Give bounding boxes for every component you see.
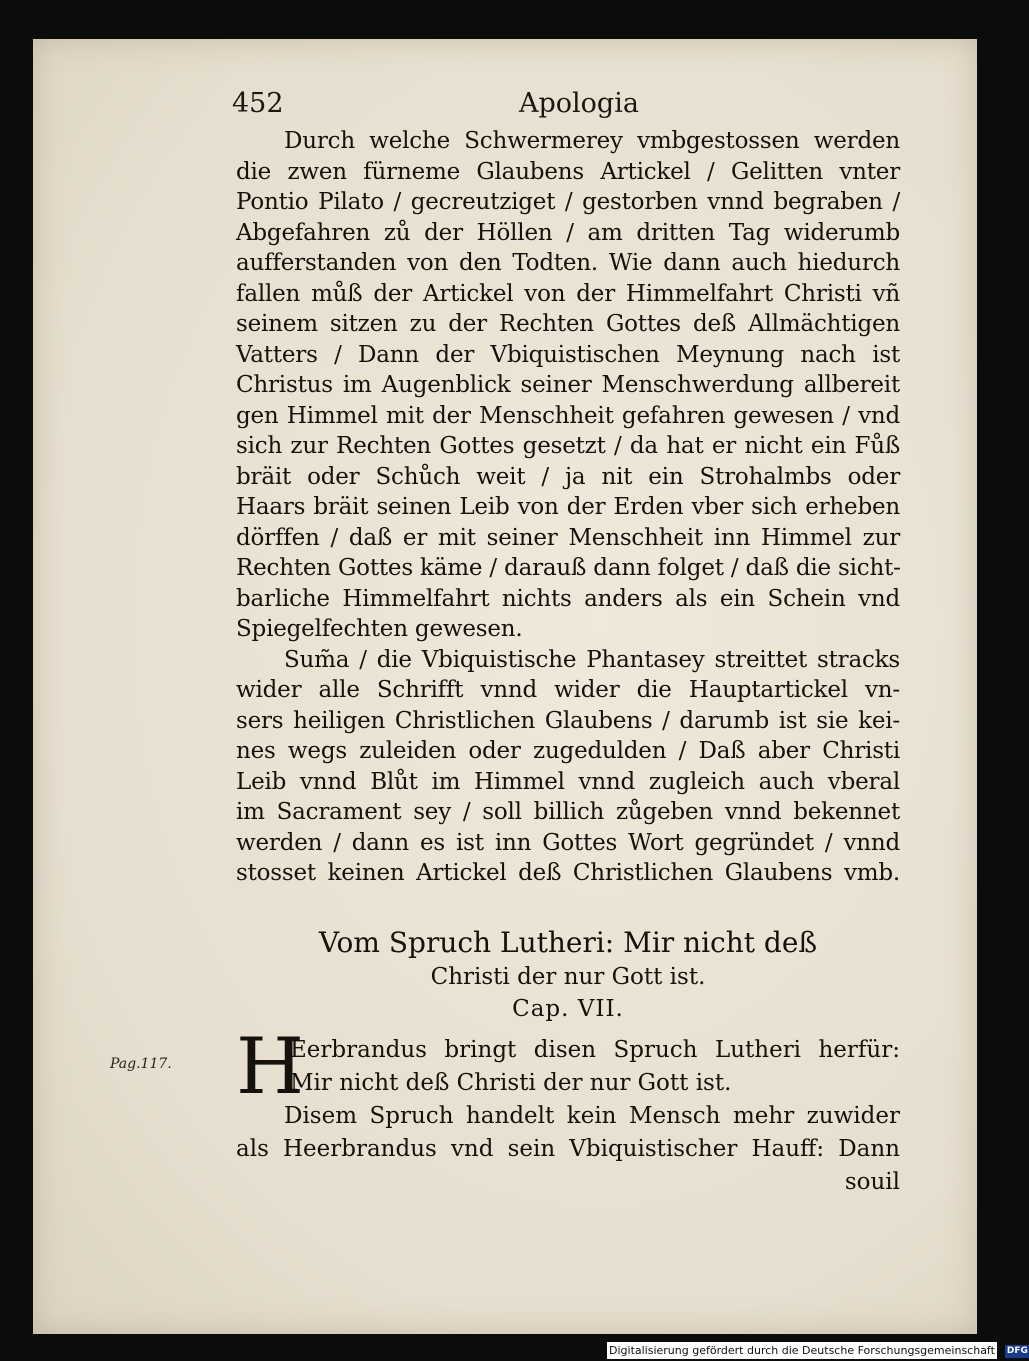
drop-cap: H [236, 1022, 305, 1112]
text-line: Eerbrandus bringt disen Spruch Lutheri herfür: [290, 1037, 900, 1063]
text-line: seinem sitzen zu der Rechten Gottes deß Allmächtigen [236, 311, 900, 337]
text-line: aufferstanden von den Todten. Wie dann auch hiedurch [236, 250, 900, 276]
text-line: stosset keinen Artickel deß Christlichen Glaubens vmb. [236, 860, 900, 886]
text-line: Sum̃a / die Vbiquistische Phantasey streittet stracks [284, 646, 900, 673]
text-line: Christus im Augenblick seiner Menschwerdung allbereit [236, 372, 900, 398]
text-line: fallen můß der Artickel von der Himmelfahrt Christi vñ [236, 280, 900, 307]
text-line: gen Himmel mit der Menschheit gefahren gewesen / vnd [236, 402, 900, 429]
heading-subtitle: Christi der nur Gott ist. [430, 964, 706, 990]
text-line: sers heiligen Christlichen Glaubens / darumb ist sie kei- [236, 707, 900, 734]
text-line: als Heerbrandus vnd sein Vbiquistischer Hauff: Dann [236, 1136, 900, 1162]
text-line: Disem Spruch handelt kein Mensch mehr zuwider [284, 1103, 900, 1129]
heading-title: Vom Spruch Lutheri: Mir nicht deß [318, 926, 818, 959]
margin-note: Pag.117. [110, 1056, 172, 1072]
text-line: im Sacrament sey / soll billich zůgeben vnnd bekennet [236, 799, 900, 825]
page-header [232, 88, 652, 126]
text-line: nes wegs zuleiden oder zugedulden / Daß aber Christi [236, 738, 900, 764]
text-line: Mir nicht deß Christi der nur Gott ist. [290, 1070, 732, 1096]
text-line: Abgefahren zů der Höllen / am dritten Tag widerumb [236, 219, 900, 246]
text-line: Pontio Pilato / gecreutziget / gestorben vnnd begraben / [236, 189, 900, 215]
text-line: Rechten Gottes käme / darauß dann folget / daß die sicht- [236, 555, 901, 581]
text-line: dörffen / daß er mit seiner Menschheit inn Himmel zur [236, 524, 900, 551]
text-line: Leib vnnd Blůt im Himmel vnnd zugleich auch vberal [236, 768, 900, 795]
text-line: barliche Himmelfahrt nichts anders als ein Schein vnd [236, 585, 900, 612]
text-line: wider alle Schrifft vnnd wider die Hauptartickel vn- [236, 677, 900, 703]
chapter-body [236, 1022, 900, 1199]
text-line: Vatters / Dann der Vbiquistischen Meynung nach ist [236, 341, 900, 368]
footer-credit: Digitalisierung gefördert durch die Deutsche Forschungsgemeinschaft - [609, 1344, 1003, 1357]
footer-bar [607, 1342, 1028, 1359]
dfg-logo: DFG [1006, 1345, 1028, 1356]
text-line: Durch welche Schwermerey vmbgestossen werden [284, 128, 900, 154]
text-line: Spiegelfechten gewesen. [236, 616, 523, 642]
body-text [236, 126, 900, 889]
catchword: souil [844, 1169, 900, 1195]
text-line: bräit oder Schůch weit / ja nit ein Strohalmbs oder [236, 463, 900, 490]
chapter-number: Cap. VII. [512, 996, 624, 1022]
page-number: 452 [232, 88, 284, 119]
text-line: werden / dann es ist inn Gottes Wort gegründet / vnnd [236, 829, 900, 856]
running-head: Apologia [519, 88, 639, 119]
text-line: sich zur Rechten Gottes gesetzt / da hat er nicht ein Fůß [236, 433, 900, 459]
chapter-heading [236, 925, 900, 1025]
text-line: Haars bräit seinen Leib von der Erden vber sich erheben [236, 494, 900, 520]
text-line: die zwen fürneme Glaubens Artickel / Gelitten vnter [236, 158, 900, 185]
